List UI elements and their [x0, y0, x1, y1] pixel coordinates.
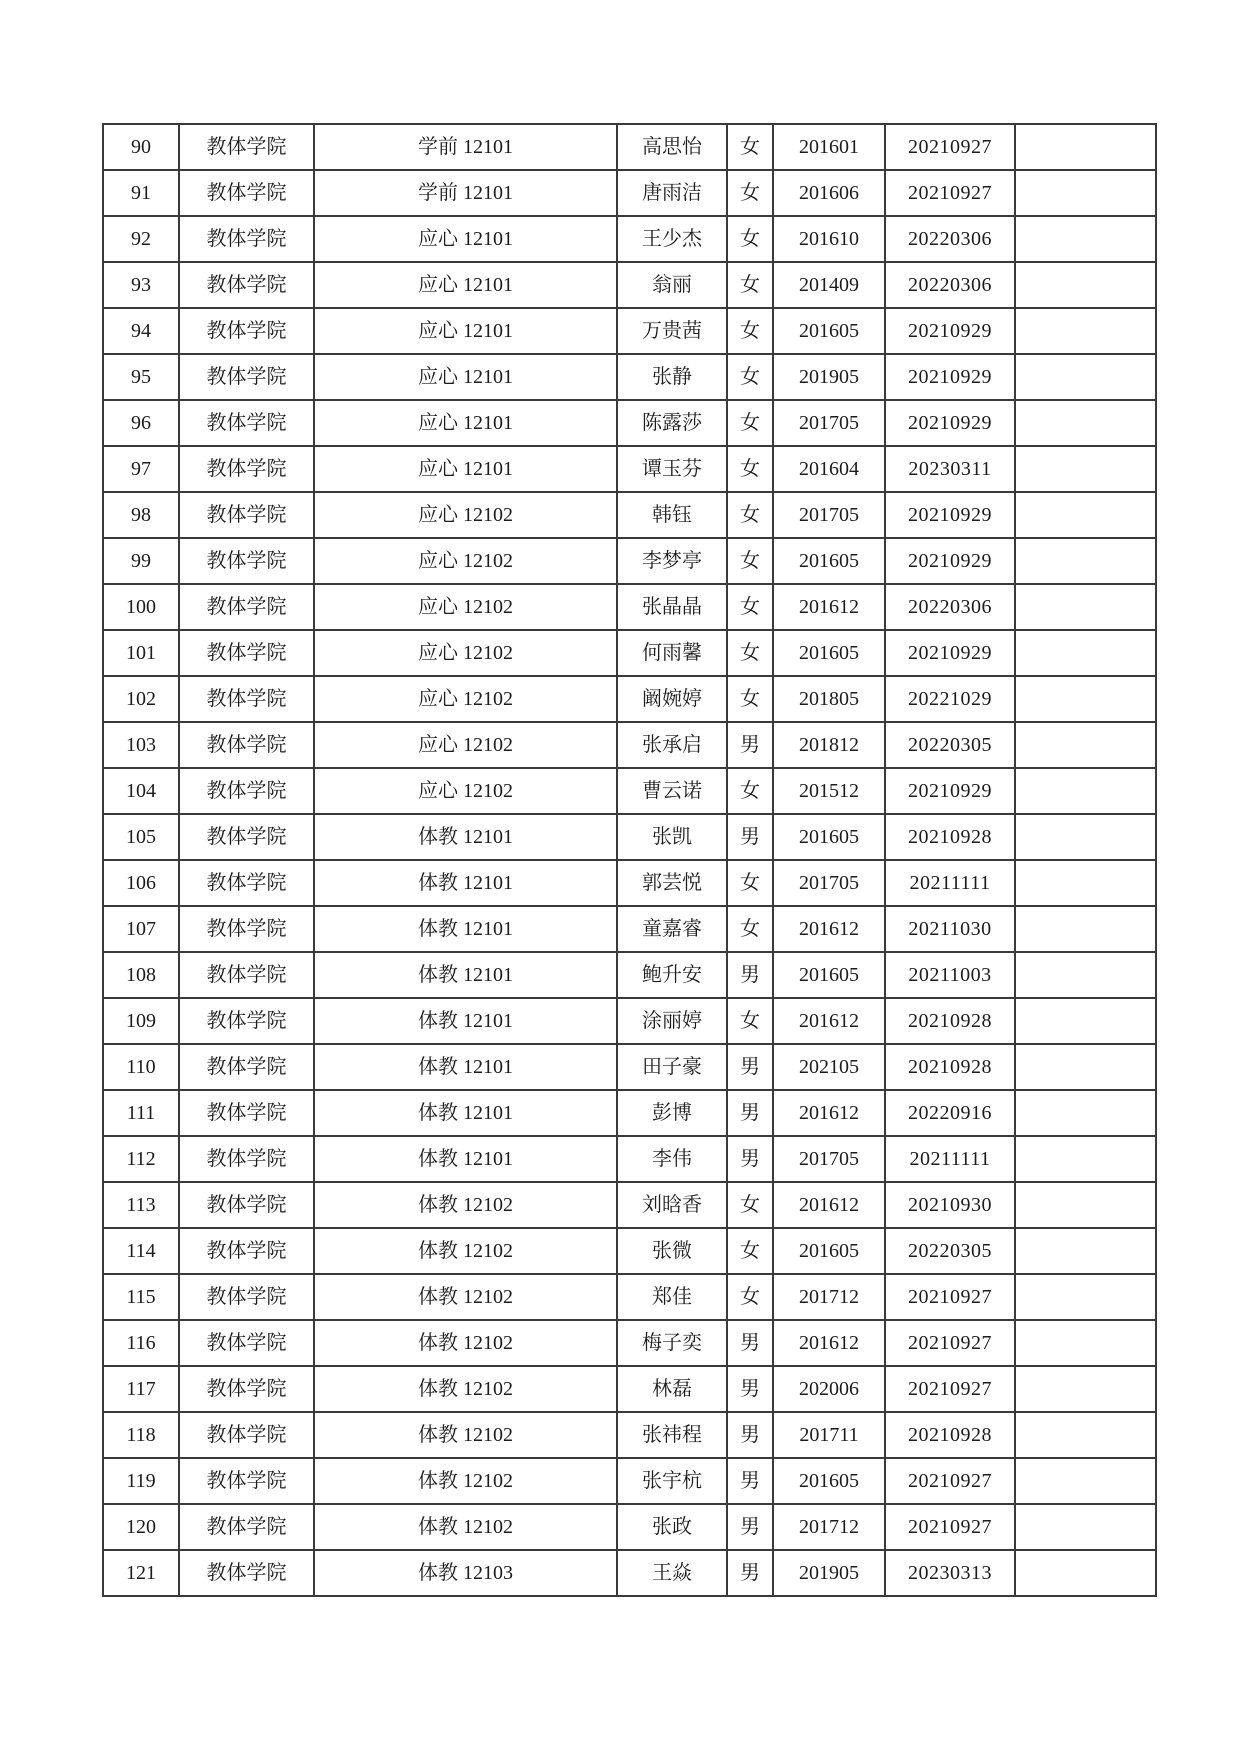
table-row — [103, 676, 1156, 722]
cell-student_no: 201605 — [773, 1458, 885, 1504]
table-row — [103, 538, 1156, 584]
cell-student_no: 201705 — [773, 860, 885, 906]
cell-gender: 女 — [727, 308, 773, 354]
cell-note — [1015, 952, 1156, 998]
cell-student_no: 201610 — [773, 216, 885, 262]
cell-name: 翁丽 — [617, 262, 727, 308]
cell-college: 教体学院 — [179, 1550, 314, 1596]
cell-index: 112 — [103, 1136, 179, 1182]
cell-name: 何雨馨 — [617, 630, 727, 676]
cell-note — [1015, 1182, 1156, 1228]
cell-name: 张祎程 — [617, 1412, 727, 1458]
cell-college: 教体学院 — [179, 538, 314, 584]
table-row — [103, 446, 1156, 492]
cell-class: 体教 12101 — [314, 1044, 617, 1090]
cell-index: 113 — [103, 1182, 179, 1228]
table-row — [103, 492, 1156, 538]
table-row — [103, 1366, 1156, 1412]
cell-name: 万贵茜 — [617, 308, 727, 354]
cell-class: 应心 12102 — [314, 492, 617, 538]
cell-date: 20210929 — [885, 308, 1015, 354]
cell-date: 20211111 — [885, 860, 1015, 906]
cell-name: 陈露莎 — [617, 400, 727, 446]
cell-gender: 女 — [727, 630, 773, 676]
cell-index: 96 — [103, 400, 179, 446]
cell-index: 105 — [103, 814, 179, 860]
cell-date: 20211030 — [885, 906, 1015, 952]
cell-note — [1015, 1090, 1156, 1136]
cell-note — [1015, 722, 1156, 768]
cell-student_no: 201905 — [773, 1550, 885, 1596]
cell-note — [1015, 1550, 1156, 1596]
cell-student_no: 201606 — [773, 170, 885, 216]
cell-gender: 女 — [727, 1274, 773, 1320]
cell-index: 107 — [103, 906, 179, 952]
cell-college: 教体学院 — [179, 492, 314, 538]
table-row — [103, 1182, 1156, 1228]
cell-class: 学前 12101 — [314, 170, 617, 216]
cell-student_no: 201612 — [773, 998, 885, 1044]
cell-student_no: 201605 — [773, 1228, 885, 1274]
table-row — [103, 906, 1156, 952]
cell-college: 教体学院 — [179, 814, 314, 860]
cell-note — [1015, 354, 1156, 400]
cell-class: 应心 12102 — [314, 722, 617, 768]
cell-name: 李梦亭 — [617, 538, 727, 584]
cell-index: 106 — [103, 860, 179, 906]
cell-student_no: 201705 — [773, 1136, 885, 1182]
cell-name: 王焱 — [617, 1550, 727, 1596]
cell-college: 教体学院 — [179, 1044, 314, 1090]
table-row — [103, 952, 1156, 998]
cell-student_no: 201605 — [773, 538, 885, 584]
cell-name: 刘晗香 — [617, 1182, 727, 1228]
cell-note — [1015, 1228, 1156, 1274]
cell-name: 张政 — [617, 1504, 727, 1550]
cell-date: 20210929 — [885, 538, 1015, 584]
table-row — [103, 630, 1156, 676]
cell-date: 20210929 — [885, 354, 1015, 400]
cell-college: 教体学院 — [179, 676, 314, 722]
cell-class: 体教 12102 — [314, 1458, 617, 1504]
table-row — [103, 768, 1156, 814]
cell-date: 20210929 — [885, 492, 1015, 538]
cell-name: 谭玉芬 — [617, 446, 727, 492]
cell-date: 20210929 — [885, 630, 1015, 676]
cell-college: 教体学院 — [179, 1274, 314, 1320]
cell-name: 王少杰 — [617, 216, 727, 262]
cell-gender: 男 — [727, 1412, 773, 1458]
cell-class: 体教 12102 — [314, 1412, 617, 1458]
cell-student_no: 201605 — [773, 630, 885, 676]
cell-date: 20210928 — [885, 1412, 1015, 1458]
cell-date: 20210929 — [885, 400, 1015, 446]
cell-student_no: 201805 — [773, 676, 885, 722]
cell-student_no: 202006 — [773, 1366, 885, 1412]
student-roster-container — [102, 123, 1157, 1597]
cell-college: 教体学院 — [179, 354, 314, 400]
table-row — [103, 998, 1156, 1044]
cell-date: 20210928 — [885, 814, 1015, 860]
table-row — [103, 354, 1156, 400]
cell-note — [1015, 998, 1156, 1044]
table-row — [103, 814, 1156, 860]
cell-date: 20210927 — [885, 124, 1015, 170]
cell-college: 教体学院 — [179, 170, 314, 216]
cell-gender: 男 — [727, 1136, 773, 1182]
cell-date: 20230311 — [885, 446, 1015, 492]
cell-index: 109 — [103, 998, 179, 1044]
cell-date: 20211111 — [885, 1136, 1015, 1182]
cell-name: 张晶晶 — [617, 584, 727, 630]
cell-student_no: 201612 — [773, 1090, 885, 1136]
cell-class: 应心 12102 — [314, 584, 617, 630]
cell-college: 教体学院 — [179, 1320, 314, 1366]
cell-index: 99 — [103, 538, 179, 584]
cell-student_no: 201612 — [773, 906, 885, 952]
table-row — [103, 1136, 1156, 1182]
cell-class: 体教 12101 — [314, 1136, 617, 1182]
table-row — [103, 308, 1156, 354]
cell-class: 应心 12102 — [314, 630, 617, 676]
table-row — [103, 1320, 1156, 1366]
cell-college: 教体学院 — [179, 124, 314, 170]
student-roster-table — [102, 123, 1157, 1597]
cell-gender: 女 — [727, 446, 773, 492]
cell-student_no: 201705 — [773, 400, 885, 446]
cell-college: 教体学院 — [179, 584, 314, 630]
table-row — [103, 1044, 1156, 1090]
cell-college: 教体学院 — [179, 400, 314, 446]
cell-index: 98 — [103, 492, 179, 538]
cell-index: 94 — [103, 308, 179, 354]
cell-note — [1015, 1044, 1156, 1090]
cell-note — [1015, 262, 1156, 308]
cell-name: 彭博 — [617, 1090, 727, 1136]
cell-class: 体教 12102 — [314, 1504, 617, 1550]
cell-date: 20210927 — [885, 1504, 1015, 1550]
cell-name: 张凯 — [617, 814, 727, 860]
cell-student_no: 201711 — [773, 1412, 885, 1458]
cell-date: 20220305 — [885, 722, 1015, 768]
cell-note — [1015, 1320, 1156, 1366]
cell-date: 20210928 — [885, 1044, 1015, 1090]
table-row — [103, 1228, 1156, 1274]
cell-note — [1015, 492, 1156, 538]
cell-college: 教体学院 — [179, 952, 314, 998]
cell-student_no: 202105 — [773, 1044, 885, 1090]
cell-gender: 女 — [727, 400, 773, 446]
cell-name: 郭芸悦 — [617, 860, 727, 906]
cell-college: 教体学院 — [179, 216, 314, 262]
cell-index: 118 — [103, 1412, 179, 1458]
cell-name: 童嘉睿 — [617, 906, 727, 952]
cell-index: 111 — [103, 1090, 179, 1136]
table-row — [103, 1504, 1156, 1550]
cell-date: 20220305 — [885, 1228, 1015, 1274]
cell-class: 体教 12102 — [314, 1228, 617, 1274]
cell-student_no: 201612 — [773, 1182, 885, 1228]
cell-college: 教体学院 — [179, 1090, 314, 1136]
cell-gender: 女 — [727, 262, 773, 308]
cell-gender: 女 — [727, 676, 773, 722]
cell-class: 体教 12101 — [314, 1090, 617, 1136]
cell-college: 教体学院 — [179, 308, 314, 354]
table-row — [103, 170, 1156, 216]
cell-college: 教体学院 — [179, 722, 314, 768]
cell-note — [1015, 1136, 1156, 1182]
cell-student_no: 201612 — [773, 1320, 885, 1366]
cell-gender: 男 — [727, 1458, 773, 1504]
cell-gender: 女 — [727, 998, 773, 1044]
cell-name: 李伟 — [617, 1136, 727, 1182]
table-row — [103, 216, 1156, 262]
cell-name: 林磊 — [617, 1366, 727, 1412]
table-row — [103, 860, 1156, 906]
cell-gender: 女 — [727, 354, 773, 400]
cell-note — [1015, 768, 1156, 814]
cell-class: 应心 12101 — [314, 400, 617, 446]
cell-note — [1015, 630, 1156, 676]
cell-gender: 男 — [727, 952, 773, 998]
cell-class: 体教 12102 — [314, 1366, 617, 1412]
cell-note — [1015, 1274, 1156, 1320]
cell-college: 教体学院 — [179, 1458, 314, 1504]
cell-student_no: 201905 — [773, 354, 885, 400]
cell-gender: 男 — [727, 1366, 773, 1412]
cell-date: 20210927 — [885, 170, 1015, 216]
cell-class: 体教 12103 — [314, 1550, 617, 1596]
cell-gender: 男 — [727, 1090, 773, 1136]
cell-note — [1015, 860, 1156, 906]
cell-student_no: 201604 — [773, 446, 885, 492]
cell-note — [1015, 1412, 1156, 1458]
cell-gender: 女 — [727, 124, 773, 170]
cell-gender: 女 — [727, 1228, 773, 1274]
cell-gender: 男 — [727, 1550, 773, 1596]
cell-index: 120 — [103, 1504, 179, 1550]
cell-date: 20230313 — [885, 1550, 1015, 1596]
cell-note — [1015, 170, 1156, 216]
cell-college: 教体学院 — [179, 906, 314, 952]
cell-index: 97 — [103, 446, 179, 492]
cell-note — [1015, 906, 1156, 952]
table-row — [103, 1412, 1156, 1458]
cell-class: 应心 12102 — [314, 676, 617, 722]
cell-class: 体教 12101 — [314, 998, 617, 1044]
cell-gender: 女 — [727, 538, 773, 584]
cell-date: 20210927 — [885, 1320, 1015, 1366]
cell-student_no: 201712 — [773, 1504, 885, 1550]
cell-class: 应心 12101 — [314, 446, 617, 492]
cell-gender: 女 — [727, 170, 773, 216]
cell-class: 体教 12101 — [314, 906, 617, 952]
cell-note — [1015, 446, 1156, 492]
cell-name: 梅子奕 — [617, 1320, 727, 1366]
cell-note — [1015, 676, 1156, 722]
cell-class: 应心 12102 — [314, 538, 617, 584]
cell-index: 92 — [103, 216, 179, 262]
cell-name: 鲍升安 — [617, 952, 727, 998]
cell-class: 体教 12102 — [314, 1274, 617, 1320]
cell-date: 20210927 — [885, 1458, 1015, 1504]
cell-index: 101 — [103, 630, 179, 676]
cell-class: 体教 12102 — [314, 1182, 617, 1228]
cell-college: 教体学院 — [179, 1136, 314, 1182]
cell-college: 教体学院 — [179, 1366, 314, 1412]
cell-student_no: 201812 — [773, 722, 885, 768]
cell-gender: 女 — [727, 768, 773, 814]
table-row — [103, 1090, 1156, 1136]
cell-index: 100 — [103, 584, 179, 630]
cell-class: 体教 12101 — [314, 952, 617, 998]
cell-college: 教体学院 — [179, 262, 314, 308]
cell-gender: 男 — [727, 1504, 773, 1550]
cell-date: 20210929 — [885, 768, 1015, 814]
cell-index: 110 — [103, 1044, 179, 1090]
cell-student_no: 201712 — [773, 1274, 885, 1320]
cell-note — [1015, 538, 1156, 584]
cell-index: 102 — [103, 676, 179, 722]
cell-college: 教体学院 — [179, 1504, 314, 1550]
cell-name: 田子豪 — [617, 1044, 727, 1090]
cell-date: 20210927 — [885, 1366, 1015, 1412]
cell-student_no: 201605 — [773, 952, 885, 998]
roster-body — [103, 124, 1156, 1596]
cell-date: 20220306 — [885, 262, 1015, 308]
cell-gender: 女 — [727, 860, 773, 906]
cell-college: 教体学院 — [179, 630, 314, 676]
cell-gender: 女 — [727, 216, 773, 262]
cell-college: 教体学院 — [179, 998, 314, 1044]
cell-index: 95 — [103, 354, 179, 400]
cell-class: 应心 12101 — [314, 308, 617, 354]
cell-name: 张承启 — [617, 722, 727, 768]
cell-note — [1015, 814, 1156, 860]
cell-class: 体教 12102 — [314, 1320, 617, 1366]
cell-index: 121 — [103, 1550, 179, 1596]
cell-college: 教体学院 — [179, 1228, 314, 1274]
cell-note — [1015, 1366, 1156, 1412]
cell-index: 91 — [103, 170, 179, 216]
table-row — [103, 400, 1156, 446]
cell-note — [1015, 308, 1156, 354]
cell-student_no: 201705 — [773, 492, 885, 538]
cell-student_no: 201601 — [773, 124, 885, 170]
table-row — [103, 262, 1156, 308]
cell-name: 唐雨洁 — [617, 170, 727, 216]
cell-college: 教体学院 — [179, 768, 314, 814]
cell-class: 应心 12101 — [314, 354, 617, 400]
table-row — [103, 584, 1156, 630]
cell-name: 张微 — [617, 1228, 727, 1274]
cell-index: 119 — [103, 1458, 179, 1504]
cell-student_no: 201605 — [773, 308, 885, 354]
cell-index: 117 — [103, 1366, 179, 1412]
cell-gender: 女 — [727, 906, 773, 952]
cell-gender: 女 — [727, 492, 773, 538]
cell-name: 高思怡 — [617, 124, 727, 170]
cell-note — [1015, 216, 1156, 262]
cell-college: 教体学院 — [179, 1412, 314, 1458]
cell-date: 20210927 — [885, 1274, 1015, 1320]
cell-student_no: 201512 — [773, 768, 885, 814]
cell-college: 教体学院 — [179, 446, 314, 492]
cell-index: 108 — [103, 952, 179, 998]
cell-name: 曹云诺 — [617, 768, 727, 814]
cell-index: 90 — [103, 124, 179, 170]
cell-class: 应心 12102 — [314, 768, 617, 814]
cell-gender: 男 — [727, 814, 773, 860]
cell-date: 20210930 — [885, 1182, 1015, 1228]
cell-date: 20220306 — [885, 584, 1015, 630]
cell-class: 体教 12101 — [314, 860, 617, 906]
cell-name: 郑佳 — [617, 1274, 727, 1320]
cell-gender: 男 — [727, 1320, 773, 1366]
table-row — [103, 1550, 1156, 1596]
table-row — [103, 722, 1156, 768]
cell-note — [1015, 1458, 1156, 1504]
cell-date: 20211003 — [885, 952, 1015, 998]
cell-index: 115 — [103, 1274, 179, 1320]
cell-class: 学前 12101 — [314, 124, 617, 170]
cell-name: 张宇杭 — [617, 1458, 727, 1504]
cell-note — [1015, 584, 1156, 630]
cell-gender: 男 — [727, 1044, 773, 1090]
cell-class: 应心 12101 — [314, 216, 617, 262]
cell-college: 教体学院 — [179, 1182, 314, 1228]
cell-index: 114 — [103, 1228, 179, 1274]
cell-gender: 男 — [727, 722, 773, 768]
cell-name: 韩钰 — [617, 492, 727, 538]
cell-gender: 女 — [727, 1182, 773, 1228]
cell-student_no: 201605 — [773, 814, 885, 860]
cell-index: 103 — [103, 722, 179, 768]
cell-note — [1015, 400, 1156, 446]
cell-college: 教体学院 — [179, 860, 314, 906]
cell-name: 张静 — [617, 354, 727, 400]
table-row — [103, 1458, 1156, 1504]
cell-name: 涂丽婷 — [617, 998, 727, 1044]
cell-name: 阚婉婷 — [617, 676, 727, 722]
cell-date: 20220306 — [885, 216, 1015, 262]
cell-date: 20221029 — [885, 676, 1015, 722]
cell-student_no: 201409 — [773, 262, 885, 308]
cell-note — [1015, 1504, 1156, 1550]
cell-gender: 女 — [727, 584, 773, 630]
table-row — [103, 1274, 1156, 1320]
cell-date: 20220916 — [885, 1090, 1015, 1136]
cell-index: 93 — [103, 262, 179, 308]
table-row — [103, 124, 1156, 170]
cell-index: 104 — [103, 768, 179, 814]
cell-note — [1015, 124, 1156, 170]
cell-class: 体教 12101 — [314, 814, 617, 860]
cell-date: 20210928 — [885, 998, 1015, 1044]
cell-index: 116 — [103, 1320, 179, 1366]
cell-class: 应心 12101 — [314, 262, 617, 308]
cell-student_no: 201612 — [773, 584, 885, 630]
